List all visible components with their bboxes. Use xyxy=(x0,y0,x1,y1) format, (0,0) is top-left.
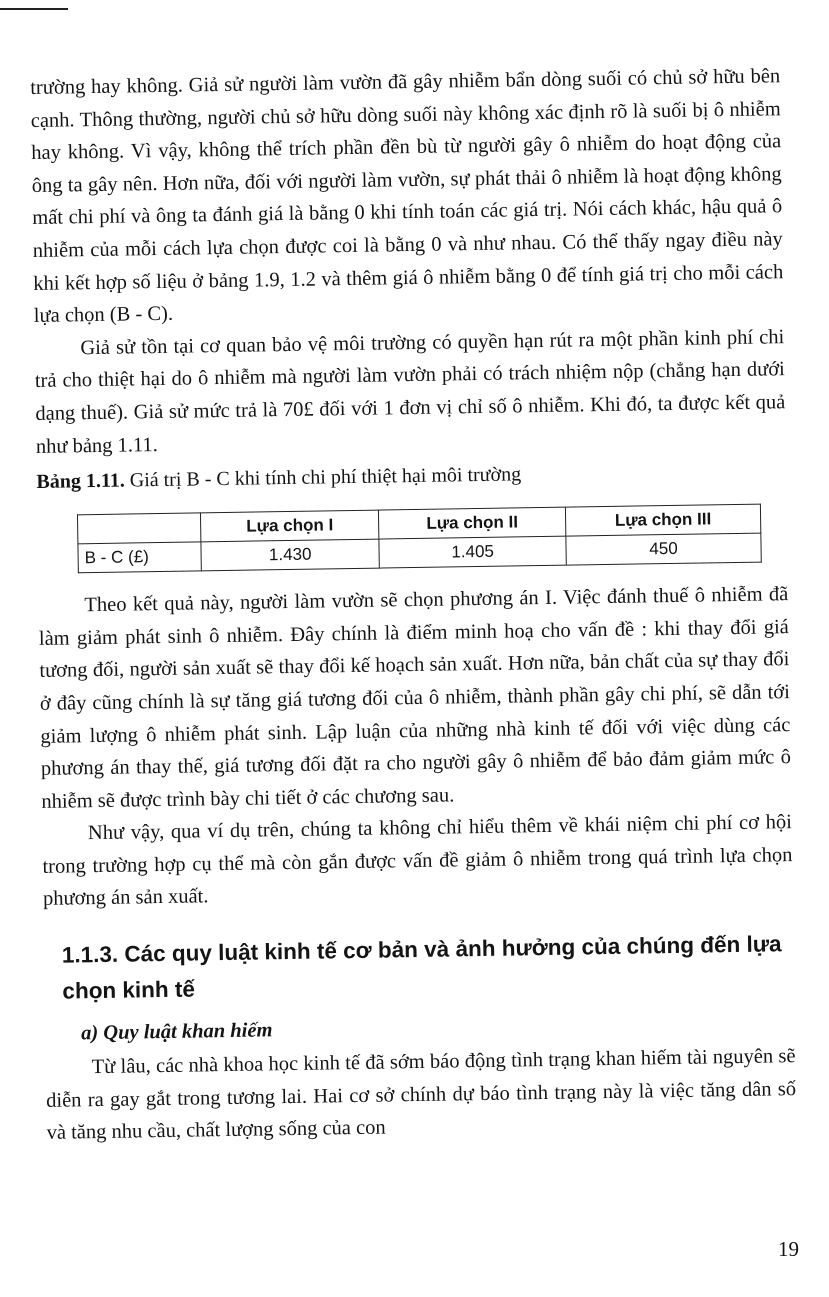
table-header-option-1: Lựa chọn I xyxy=(200,510,379,542)
paragraph-3: Theo kết quả này, người làm vườn sẽ chọn phương án I. Việc đánh thuế ô nhiễm đã làm giảm phát sinh ô nhiễm. Đây chính là điểm minh hoạ cho vấn đề : khi thay đổi giá tương đối, người sản xuất sẽ thay đổi kế hoạch sản xuất. Hơn nữa, bản chất của sự thay đổi ở đây cũng chính là sự tăng giá tương đối của ô nhiễm, thành phần gây chi phí, sẽ dẫn tới giảm lượng ô nhiễm phát sinh. Lập luận của những nhà kinh tế đối với việc dùng các phương án thay thế, giá tương đối đặt ra cho người gây ô nhiễm để bảo đảm giảm mức ô nhiễm sẽ được trình bày chi tiết ở các chương sau. xyxy=(38,583,792,813)
paragraph-1: trường hay không. Giả sử người làm vườn đã gây nhiễm bẩn dòng suối có chủ sở hữu bên cạnh. Thông thường, người chủ sở hữu dòng suối này không xác định rõ là suối bị ô nhiễm hay không. Vì vậy, không thể trích phần đền bù từ người gây ô nhiễm do hoạt động của ông ta gây nên. Hơn nữa, đối với người làm vườn, sự phát thải ô nhiễm là hoạt động không mất chi phí và ông ta đánh giá là bằng 0 khi tính toán các giá trị. Nói cách khác, hậu quả ô nhiễm của mỗi cách lựa chọn được coi là bằng 0 và như nhau. Có thể thấy ngay điều này khi kết hợp số liệu ở bảng 1.9, 1.2 và thêm giá ô nhiễm bằng 0 để tính giá trị cho mỗi cách lựa chọn (B - C). xyxy=(30,65,784,328)
table-row-label: B - C (£) xyxy=(78,542,201,573)
table-header-option-2: Lựa chọn II xyxy=(379,507,566,539)
page-content xyxy=(30,60,797,1149)
table-caption-label: Bảng 1.11. xyxy=(36,469,125,494)
table-header-option-3: Lựa chọn III xyxy=(565,504,761,536)
page-number: 19 xyxy=(778,1237,799,1261)
table-caption xyxy=(36,455,786,497)
table-cell-option-1: 1.430 xyxy=(201,539,380,571)
top-rule xyxy=(0,8,68,10)
table-caption-text: Giá trị B - C khi tính chi phí thiệt hại môi trường xyxy=(124,463,522,492)
paragraph-2: Giả sử tồn tại cơ quan bảo vệ môi trường có quyền hạn rút ra một phần kinh phí chi trả cho thiệt hại do ô nhiễm mà người làm vườn phải có trách nhiệm nộp (chẳng hạn dưới dạng thuế). Giả sử mức trả là 70£ đối với 1 đơn vị chỉ số ô nhiễm. Khi đó, ta được kết quả như bảng 1.11. xyxy=(34,325,786,458)
paragraph-4: Như vậy, qua ví dụ trên, chúng ta không chỉ hiểu thêm về khái niệm chi phí cơ hội trong trường hợp cụ thể mà còn gắn được vấn đề giảm ô nhiễm trong quá trình lựa chọn phương án sản xuất. xyxy=(42,811,793,911)
table-header-corner xyxy=(77,513,200,544)
table-cell-option-2: 1.405 xyxy=(379,536,566,568)
subsection-heading: a) Quy luật khan hiếm xyxy=(80,1019,273,1045)
table-cell-option-3: 450 xyxy=(566,533,762,565)
paragraph-5: Từ lâu, các nhà khoa học kinh tế đã sớm báo động tình trạng khan hiếm tài nguyên sẽ diễn ra gay gắt trong tương lai. Hai cơ sở chính dự báo tình trạng này là việc tăng dân số và tăng nhu cầu, chất lượng sống của con xyxy=(45,1045,797,1145)
section-heading: 1.1.3. Các quy luật kinh tế cơ bản và ảnh hưởng của chúng đến lựa chọn kinh tế xyxy=(61,931,782,1004)
data-table xyxy=(77,504,762,574)
